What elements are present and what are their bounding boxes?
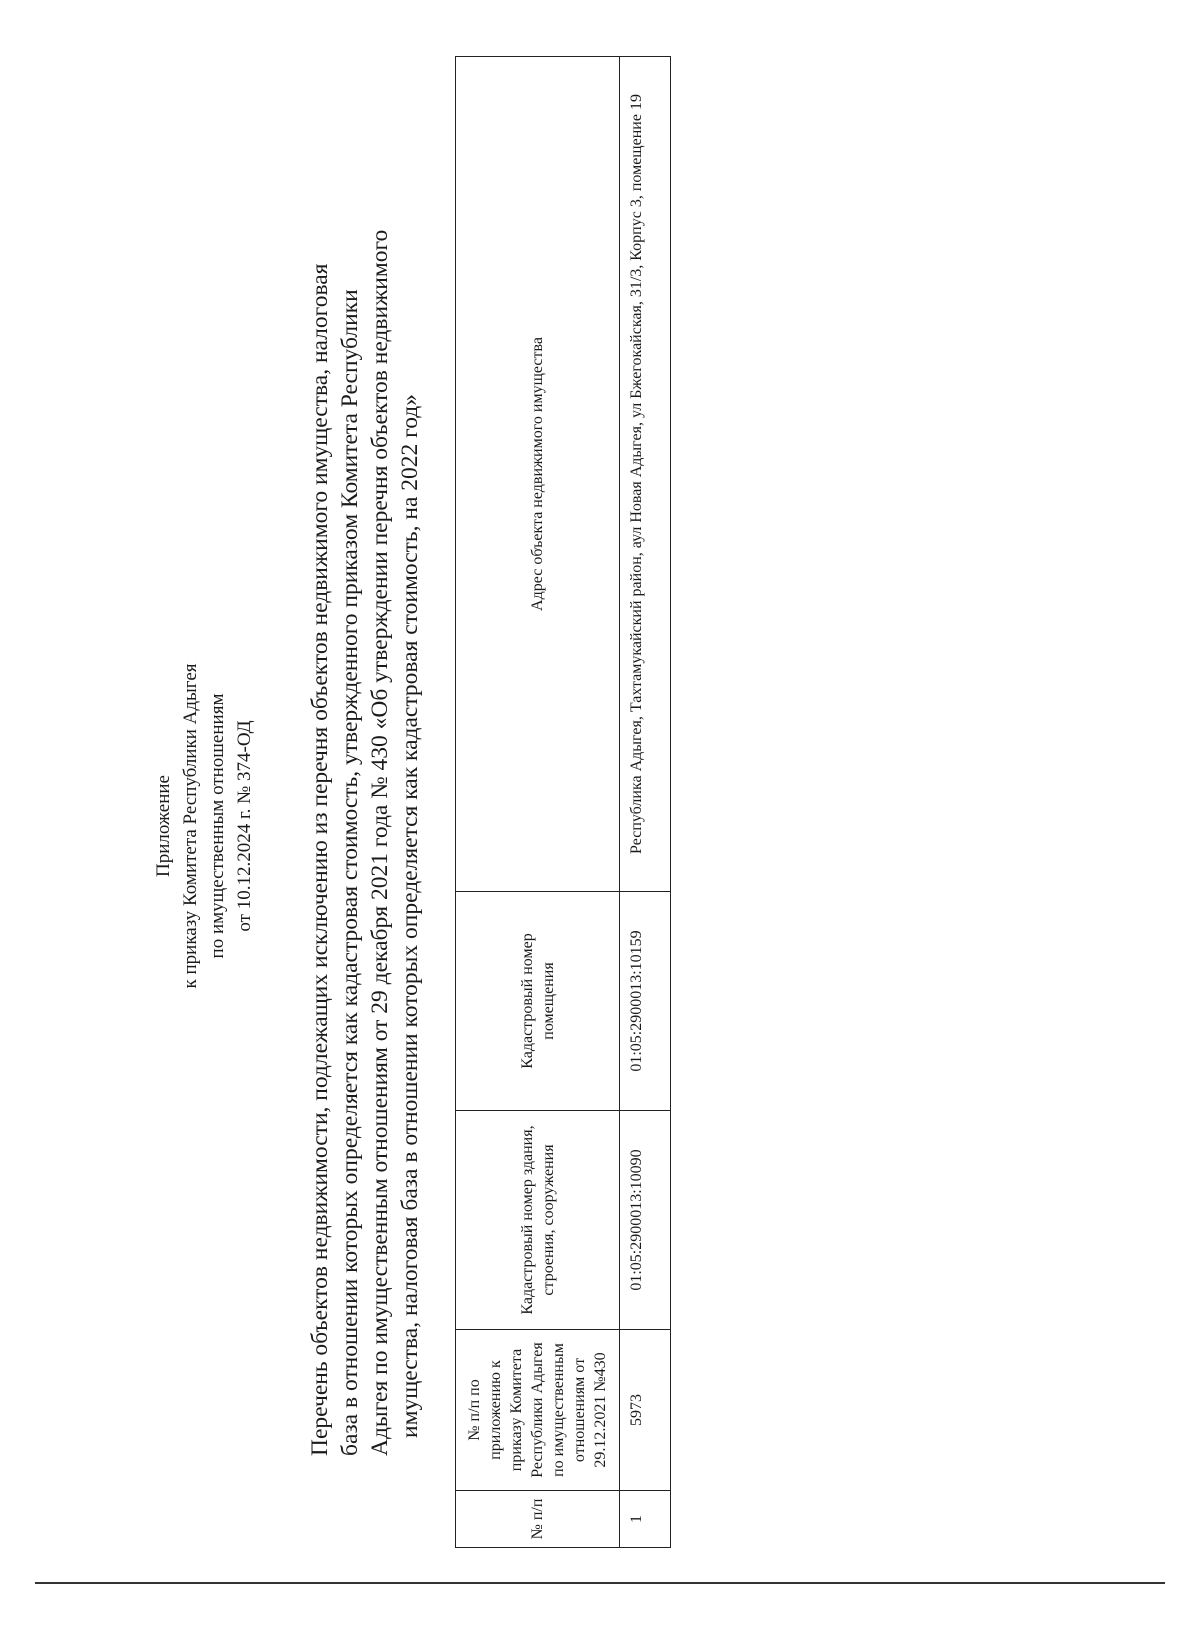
property-table [455,56,671,1548]
cell-number: 1 [620,1491,671,1548]
appendix-line: Приложение [153,775,174,877]
cell-room-cadastral: 01:05:2900013:10159 [620,892,671,1111]
header-cell-building-cadastral: Кадастровый номер здания, строения, сооружения [456,1111,620,1330]
table-header-row [456,57,620,1548]
appendix-header [150,306,258,1346]
scan-bottom-rule [35,1582,1165,1584]
title-line: Адыгея по имущественным отношениям от 29 декабря 2021 года № 430 «Об утверждении перечня объектов недвижимого [367,229,393,1456]
document-title [305,229,425,1456]
title-line: имущества, налоговая база в отношении которых определяется как кадастровая стоимость, на 2022 год» [397,394,423,1438]
header-cell-address: Адрес объекта недвижимого имущества [456,57,620,892]
appendix-line: от 10.12.2024 г. № 374-ОД [234,720,255,932]
table-row [620,57,671,1548]
header-cell-number: № п/п [456,1491,620,1548]
header-cell-room-cadastral: Кадастровый номер помещения [456,892,620,1111]
title-line: Перечень объектов недвижимости, подлежащих исключению из перечня объектов недвижимого имущества, налоговая [307,263,333,1456]
appendix-line: к приказу Комитета Республики Адыгея [180,663,201,989]
appendix-line: по имущественным отношениям [207,693,228,959]
title-line: база в отношении которых определяется как кадастровая стоимость, утвержденного приказом Комитета Республики [337,289,363,1456]
header-cell-ref-number: № п/п по приложению к приказу Комитета Республики Адыгея по имущественным отношениям от 29.12.2021 №430 [456,1330,620,1491]
cell-address: Республика Адыгея, Тахтамукайский район, аул Новая Адыгея, ул Бжегокайская, 31/3, Корпус 3, помещение 19 [620,57,671,892]
cell-building-cadastral: 01:05:2900013:10090 [620,1111,671,1330]
cell-ref-number: 5973 [620,1330,671,1491]
